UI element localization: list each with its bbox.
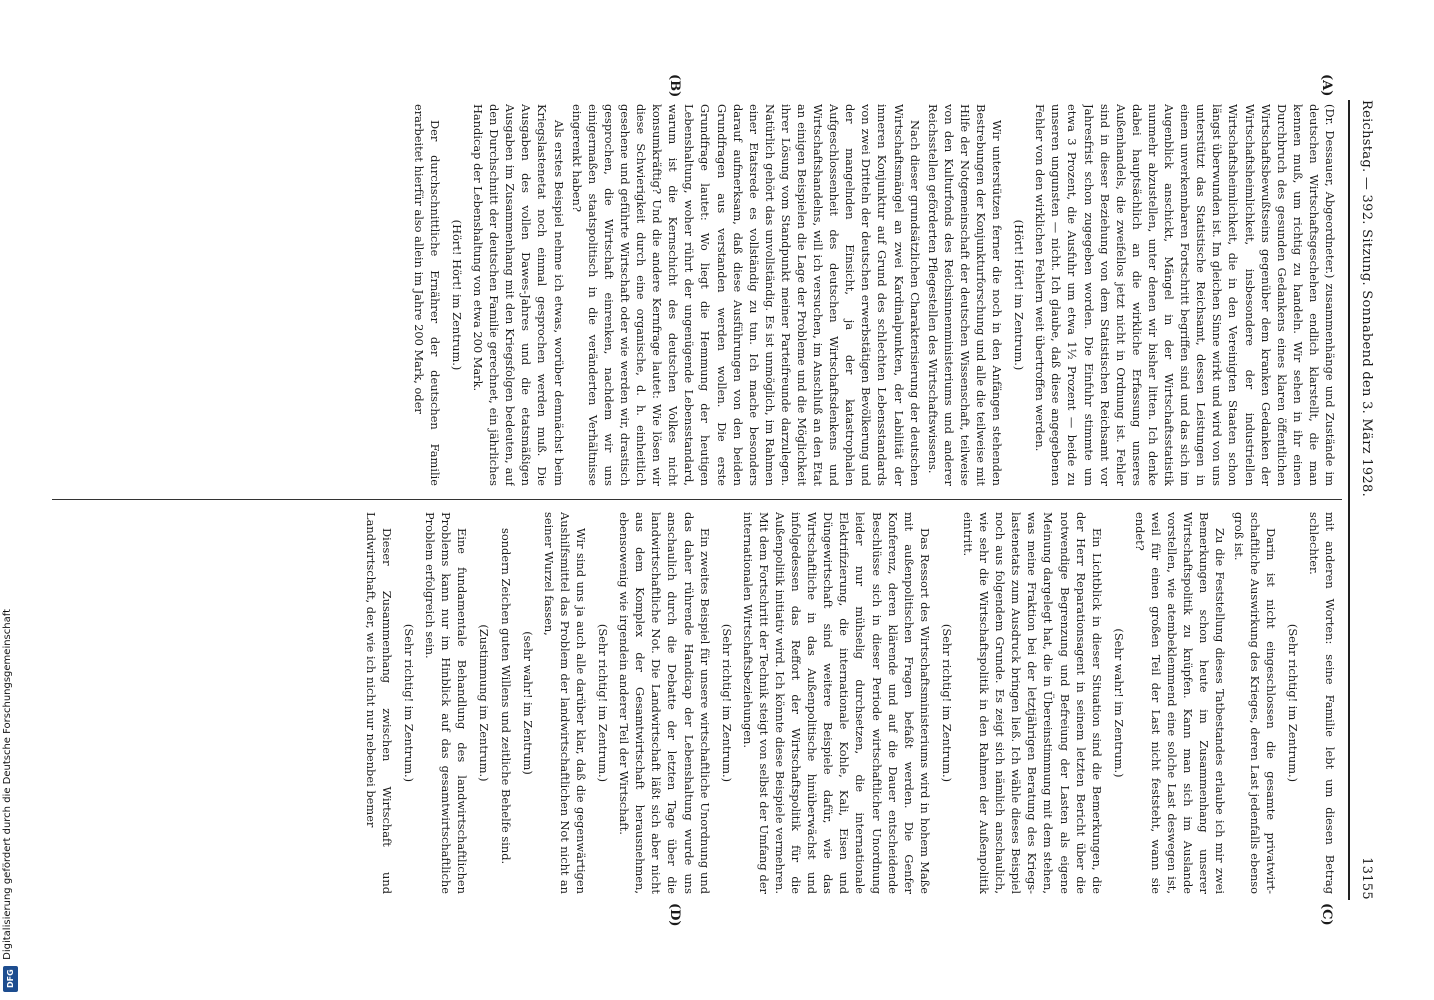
interjection: (Sehr richtig! im Zentrum.) [402, 623, 417, 783]
margin-mark-a: (A) [1319, 74, 1334, 97]
header-rule [1348, 100, 1350, 900]
interjection: (sehr wahr! im Zentrum) [520, 631, 535, 775]
interjection: (Sehr richtig! im Zentrum.) [1285, 623, 1300, 783]
paragraph: Wir unterstützen ferner die noch in den Anfängen stehenden Bestrebungen der Konjunkturforschung und alle die teilweise mit Hilfe der Notgemeinschaft der deutschen Wissenschaft, teilweise von den Kulturfonds des Reichsinnenministeriums und anderer Reichsstellen geförderten Pflegestellen des Wirtschaftswissens. [925, 104, 1005, 486]
page-header [1359, 100, 1374, 900]
digitization-sidebar [0, 120, 22, 1000]
paragraph: (Dr. Dessauer, Abgeordneter.) zusammenhänge und Zustände im deutschen Wirtschaftsgeschehen endlich klarstellt, die man kennen muß, um richtig zu handeln. Wir sehen in ihr einen Durchbruch des gesunden Gedankens eines klaren öffentlichen Wirtschaftsbewußtseins gegenüber dem kranken Gedanken der Wirtschaftsheimlichkeit, insbesondere der industriellen Wirtschaftsheimlichkeit, die in den Vereinigten Staaten schon längst überwunden ist. Im gleichen Sinne wirkt und wird von uns unterstützt das Statistische Reichsamt, dessen Leistungen in einem unverkennbaren Fortschritt begriffen sind und das sich im Augenblick anschickt, Mängel in der Wirtschaftsstatistik nunmehr abzustellen, unter denen wir bisher litten. Ich denke dabei hauptsächlich an die wirkliche Erfassung unseres Außenhandels, die zweifellos jetzt nicht in Ordnung ist. Fehler sind in dieser Beziehung von dem Statistischen Reichsamt vor Jahresfrist schon zugegeben worden. Die Einfuhr stimmte um etwa 3 Prozent, die Ausfuhr um etwa 1½ Prozent — beide zu unseren ungunsten — nicht. Ich glaube, daß diese angegebenen Fehler von den wirklichen Fehlern weit übertroffen werden. [1033, 104, 1337, 486]
paragraph: Wir sind uns ja auch alle darüber klar, daß die gegenwärtigen Aushilfsmittel das Problem der landwirtschaftlichen Not nicht an seiner Wurzel fassen, [541, 512, 588, 894]
interjection: (Hört! Hört! im Zentrum.) [450, 219, 465, 371]
page-number: 13155 [1359, 857, 1374, 900]
dfg-logo: DFG [3, 966, 18, 992]
margin-mark-c: (C) [1319, 903, 1334, 926]
right-text-column [48, 512, 1338, 894]
paragraph: Darin ist nicht eingeschlossen die gesamte privatwirtschaftliche Auswirkung des Krieges, deren Last jedenfalls ebenso groß ist. [1231, 512, 1278, 894]
paragraph: sondern Zeichen guten Willens und zeitliche Behelfe sind. [498, 528, 513, 865]
header-title: Reichstag. — 392. Sitzung. Sonnabend den 3. März 1928. [1359, 100, 1374, 498]
margin-mark-d: (D) [667, 903, 682, 927]
paragraph: Ein zweites Beispiel für unsere wirtschaftliche Unordnung und das daher rührende Handicap der Lebenshaltung wurde uns anschaulich durch die Debatte der letzten Tage über die landwirtschaftliche Not. Die Landwirtschaft läßt sich aber nicht aus dem Komplex der Gesamtwirtschaft herausnehmen, ebensowenig wie irgendein anderer Teil der Wirtschaft. [617, 512, 712, 894]
paragraph: Eine fundamentale Behandlung des landwirtschaftlichen Problems kann nur im Hinblick auf das gesamtwirtschaftliche Problem erfolgreich sein. [423, 512, 470, 894]
paragraph: Nach dieser grundsätzlichen Charakterisierung der deutschen Wirtschaftsmängel an zwei Kardinalpunkten, der Labilität der inneren Konjunktur auf Grund des schlechten Lebensstandards von zwei Dritteln der deutschen erwerbstätigen Bevölkerung und der mangelnden Einsicht, ja der katastrophalen Aufgeschlossenheit des deutschen Wirtschaftsdenkens und Wirtschaftshandelns, will ich versuchen, im Anschluß an den Etat an einigen Beispielen die Lage der Probleme und die Möglichkeit ihrer Lösung vom Standpunkt meiner Parteifreunde darzulegen. Natürlich gehört das unvollständig. Es ist unmöglich, im Rahmen einer Etatsrede es vollständig zu tun. Ich mache besonders darauf aufmerksam, daß diese Ausführungen von den beiden Grundfragen aus verstanden werden wollen. Die erste Grundfrage lautet: Wo liegt die Hemmung der heutigen Lebenshaltung, woher rührt der ungenügende Lebensstandard, warum ist die Kernschicht des deutschen Volkes nicht konsumkräftig? Und die andere Kernfrage lautet: Wie lösen wir diese Schwierigkeit durch eine organische, d. h. einheitlich gesehene und geführte Wirtschaft oder wie werden wir, drastisch gesprochen, die Wirtschaft einrenken, nachdem wir uns einigermaßen staatspolitisch in die veränderten Verhältnisse eingerenkt haben? [569, 104, 922, 486]
interjection: (Hört! Hört! im Zentrum.) [1012, 219, 1027, 371]
interjection: (Zustimmung im Zentrum.) [477, 624, 492, 782]
paragraph: Der durchschnittliche Ernährer der deutschen Familie erarbeitet hierfür also allein im Jahre 200 Mark, oder [411, 104, 442, 486]
margin-mark-b: (B) [667, 74, 682, 98]
paragraph: Das Ressort des Wirtschaftsministeriums wird in hohem Maße mit außenpolitischen Fragen befaßt werden. Die Genfer Konferenz, deren klärende und auf die Dauer entscheidende Beschlüsse sich in dieser Periode wirtschaftlicher Unordnung leider nur mühselig durchsetzen, die internationale Elektrifizierung, die internationale Kohle, Kali, Eisen und Düngewirtschaft sind weitere Beispiele dafür, wie das Wirtschaftliche in das Außenpolitische hinüberwächst und infolgedessen das Reffort der Wirtschaftspolitik für die Außenpolitik initiativ wird. Ich könnte diese Beispiele vermehren. Mit dem Fortschritt der Technik steigt von selbst der Umfang der internationalen Wirtschaftsbeziehungen. [740, 512, 932, 894]
interjection: (Sehr richtig! im Zentrum.) [719, 623, 734, 783]
paragraph: Zu die Feststellung dieses Tatbestandes erlaube ich mir zwei Bemerkungen schon heute im Zusammenhang unserer Wirtschaftspolitik zu knüpfen. Kann man sich im Auslande vorstellen, wie atembeklemmend eine solche Last deswegen ist, weil für einen großen Teil der Last nicht feststeht, wann sie endet? [1132, 512, 1228, 894]
interjection: (Sehr wahr! im Zentrum.) [1111, 628, 1126, 778]
interjection: (Sehr richtig! im Zentrum.) [596, 623, 611, 783]
paragraph: Ein Lichtblick in dieser Situation sind die Bemerkungen, die der Herr Reparationsagent in seinem letzten Bericht über die notwendige Begrenzung und Befreiung der Lasten als eigene Meinung dargelegt hat, die in Übereinstimmung mit dem stehen, was meine Fraktion bei der letztjährigen Beratung des Kriegslastenetats zum Ausdruck bringen ließ. Ich wähle dieses Beispiel noch aus folgendem Grunde. Es zeigt sich nämlich anschaulich, wie sehr die Wirtschaftspolitik in den Rahmen der Außenpolitik eintritt. [961, 512, 1104, 894]
paragraph: Als erstes Beispiel nehme ich etwas, worüber demnächst beim Kriegslastenetat noch einmal gesprochen werden muß. Die Ausgaben des vollen Dawes-Jahres und die etatsmäßigen Ausgaben im Zusammenhang mit den Kriegsfolgen bedeuten, auf den Durchschnitt der deutschen Familie gerechnet, ein jährliches Handicap der Lebenshaltung von etwa 200 Mark. [471, 104, 566, 486]
column-divider [52, 499, 1342, 500]
paragraph: mit anderen Worten: seine Familie lebt um diesen Betrag schlechter. [1306, 512, 1337, 894]
left-text-column [48, 104, 1338, 486]
paragraph: Dieser Zusammenhang zwischen Wirtschaft und Landwirtschaft, der, wie ich nicht nur nebenbei bemer [363, 512, 395, 894]
sidebar-credit-text: Digitalisierung gefördert durch die Deutsche Forschungsgemeinschaft [2, 609, 13, 960]
interjection: (Sehr richtig! im Zentrum.) [939, 623, 954, 783]
